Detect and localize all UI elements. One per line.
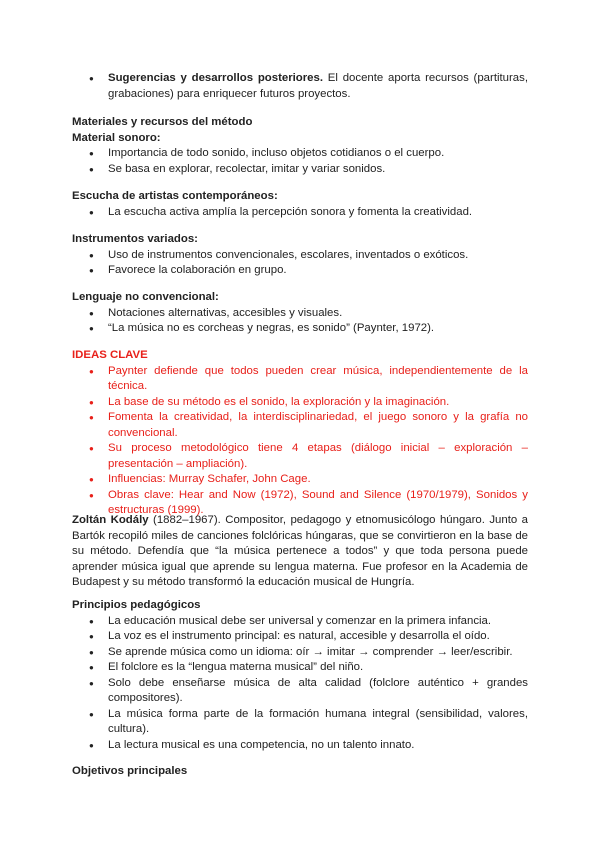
- escucha-list: [72, 205, 528, 221]
- list-item: ● Importancia de todo sonido, incluso objetos cotidianos o el cuerpo.: [72, 146, 528, 162]
- lenguaje-section: [72, 290, 528, 337]
- list-item: ● La voz es el instrumento principal: es natural, accesible y desarrolla el oído.: [72, 629, 528, 645]
- list-item: ● Fomenta la creatividad, la interdisciplinariedad, el juego sonoro y la grafía no convencional.: [72, 410, 528, 441]
- ideas-clave-list: [72, 364, 528, 519]
- principios-list: [72, 614, 528, 754]
- list-item: ● Influencias: Murray Schafer, John Cage.: [72, 472, 528, 488]
- subheading-escucha: Escucha de artistas contemporáneos:: [72, 190, 278, 202]
- list-item: ● La educación musical debe ser universal y comenzar en la primera infancia.: [72, 614, 528, 630]
- list-item: ● La lectura musical es una competencia, no un talento innato.: [72, 738, 528, 754]
- kodaly-bio: (1882–1967). Compositor, pedagogo y etnomusicólogo húngaro. Junto a Bartók recopiló miles de canciones folclóricas húngaras, que se convirtieron en la base de su método. Defendía que “la música pertenece a todos” y que toda persona puede aprender música igual que aprende su lengua materna. Fue profesor en la Academia de Budapest y su método transformó la educación musical de Hungría.: [72, 514, 528, 588]
- list-item: ● Obras clave: Hear and Now (1972), Sound and Silence (1970/1979), Sonidos y estructuras (1999).: [72, 488, 528, 519]
- top-list: [72, 71, 528, 102]
- list-item: ● Solo debe enseñarse música de alta calidad (folclore auténtico + grandes compositores).: [72, 676, 528, 707]
- principios-heading: Principios pedagógicos: [72, 599, 201, 611]
- list-item: ● Paynter defiende que todos pueden crear música, independientemente de la técnica.: [72, 364, 528, 395]
- list-item: ● Favorece la colaboración en grupo.: [72, 263, 528, 279]
- subheading-lenguaje: Lenguaje no convencional:: [72, 291, 219, 303]
- list-item: ● Se basa en explorar, recolectar, imitar y variar sonidos.: [72, 162, 528, 178]
- list-item: ● El folclore es la “lengua materna musical” del niño.: [72, 660, 528, 676]
- list-item: ● Su proceso metodológico tiene 4 etapas (diálogo inicial – exploración – presentación – ampliación).: [72, 441, 528, 472]
- instrumentos-section: [72, 232, 528, 279]
- section-heading: Materiales y recursos del método: [72, 116, 253, 128]
- ideas-clave-section: [72, 348, 528, 519]
- list-item: ● La escucha activa amplía la percepción sonora y fomenta la creatividad.: [72, 205, 528, 221]
- kodaly-name: Zoltán Kodály: [72, 514, 149, 526]
- list-item: ● La música forma parte de la formación humana integral (sensibilidad, valores, cultura).: [72, 707, 528, 738]
- list-item: [72, 71, 528, 102]
- subheading-instrumentos: Instrumentos variados:: [72, 233, 198, 245]
- item-bold-lead: Sugerencias y desarrollos posteriores.: [108, 72, 324, 84]
- subheading-sonoro: Material sonoro:: [72, 131, 161, 144]
- instrumentos-list: [72, 248, 528, 279]
- list-item: ● La base de su método es el sonido, la exploración y la imaginación.: [72, 395, 528, 411]
- objetivos-heading: Objetivos principales: [72, 765, 188, 777]
- ideas-clave-heading: IDEAS CLAVE: [72, 349, 148, 361]
- principios-section: [72, 598, 528, 753]
- item-text: El docente aporta recursos (partituras, grabaciones) para enriquecer futuros proyectos.: [108, 72, 528, 100]
- kodaly-paragraph: [72, 513, 528, 591]
- list-item: ● Notaciones alternativas, accesibles y visuales.: [72, 306, 528, 322]
- list-item: ● Se aprende música como un idioma: oír → imitar → comprender → leer/escribir.: [72, 645, 528, 661]
- sonoro-list: [72, 146, 528, 177]
- lenguaje-list: [72, 306, 528, 337]
- materials-section: [72, 115, 528, 177]
- list-item: ● “La música no es corcheas y negras, es sonido” (Paynter, 1972).: [72, 321, 528, 337]
- escucha-section: [72, 189, 528, 220]
- list-item: ● Uso de instrumentos convencionales, escolares, inventados o exóticos.: [72, 248, 528, 264]
